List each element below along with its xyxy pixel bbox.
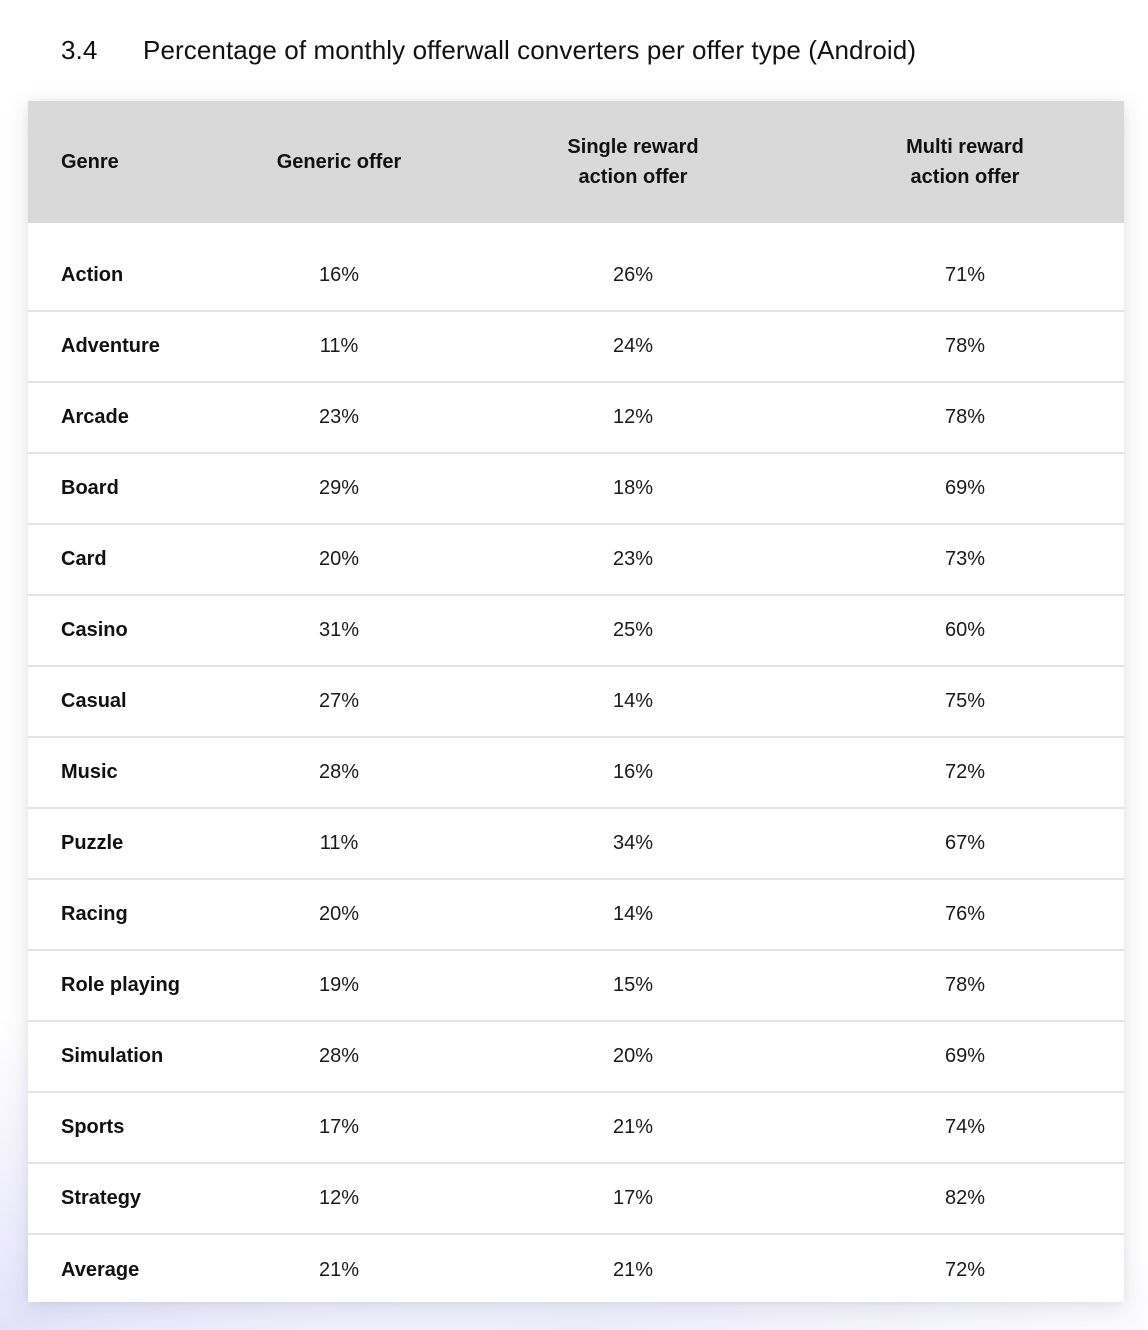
section-title: Percentage of monthly offerwall converters per offer type (Android) [143,34,917,65]
genre-cell: Puzzle [61,832,124,854]
header-genre: Genre [61,151,119,173]
table-row [28,1163,1124,1234]
table-row [28,311,1124,382]
multi-reward-cell: 82% [944,1187,986,1209]
table-row [28,666,1124,737]
genre-cell: Strategy [61,1187,142,1209]
table-row [28,950,1124,1021]
single-reward-cell: 16% [612,761,654,783]
single-reward-cell: 21% [612,1258,654,1281]
multi-reward-cell: 69% [944,477,986,499]
section-heading [61,30,916,70]
genre-cell: Adventure [61,335,160,357]
table-row [28,524,1124,595]
multi-reward-cell: 69% [944,1045,986,1067]
multi-reward-cell: 71% [944,264,986,286]
table-row [28,453,1124,524]
multi-reward-cell: 60% [944,619,986,641]
genre-cell: Average [61,1258,140,1281]
single-reward-cell: 23% [612,548,654,570]
single-reward-cell: 25% [612,619,654,641]
table-row [28,1092,1124,1163]
genre-cell: Music [61,761,118,783]
genre-cell: Action [61,264,124,286]
header-single-line2: action offer [578,166,688,188]
generic-offer-cell: 21% [318,1258,360,1281]
single-reward-cell: 20% [612,1045,654,1067]
generic-offer-cell: 31% [318,619,360,641]
generic-offer-cell: 27% [318,690,360,712]
header-single-line1: Single reward [567,136,699,158]
multi-reward-cell: 76% [944,903,986,925]
table-row [28,595,1124,666]
table-row [28,382,1124,453]
single-reward-cell: 15% [612,974,654,996]
multi-reward-cell: 73% [944,548,986,570]
genre-cell: Board [61,477,119,499]
multi-reward-cell: 67% [944,832,986,854]
single-reward-cell: 24% [612,335,654,357]
single-reward-cell: 12% [612,406,654,428]
genre-cell: Racing [61,903,128,925]
generic-offer-cell: 16% [318,264,360,286]
single-reward-cell: 17% [612,1187,654,1209]
multi-reward-cell: 78% [944,335,986,357]
table-row [28,737,1124,808]
table-row [28,1021,1124,1092]
header-multi-line2: action offer [910,166,1020,188]
header-single-reward [460,101,806,223]
multi-reward-cell: 78% [944,406,986,428]
header-generic-offer: Generic offer [276,151,402,173]
genre-cell: Arcade [61,406,129,428]
genre-cell: Sports [61,1116,125,1138]
single-reward-cell: 21% [612,1116,654,1138]
single-reward-cell: 18% [612,477,654,499]
table-row-average [28,1234,1124,1311]
header-row [28,101,1124,223]
generic-offer-cell: 12% [318,1187,360,1209]
generic-offer-cell: 20% [318,548,360,570]
header-multi-reward [806,101,1124,223]
table-row [28,879,1124,950]
generic-offer-cell: 17% [318,1116,360,1138]
generic-offer-cell: 28% [318,1045,360,1067]
table-row [28,808,1124,879]
header-multi-line1: Multi reward [906,136,1024,158]
multi-reward-cell: 72% [944,761,986,783]
data-table-card [28,101,1124,1302]
genre-cell: Casino [61,619,128,641]
generic-offer-cell: 20% [318,903,360,925]
generic-offer-cell: 11% [319,335,359,357]
section-number: 3.4 [61,34,98,65]
generic-offer-cell: 28% [318,761,360,783]
table-row [28,223,1124,311]
single-reward-cell: 14% [612,690,654,712]
generic-offer-cell: 29% [318,477,360,499]
genre-cell: Casual [61,690,127,712]
multi-reward-cell: 78% [944,974,986,996]
single-reward-cell: 14% [612,903,654,925]
genre-cell: Card [61,548,107,570]
multi-reward-cell: 75% [944,690,986,712]
single-reward-cell: 34% [612,832,654,854]
offer-type-table [28,101,1124,1311]
genre-cell: Simulation [61,1045,164,1067]
generic-offer-cell: 19% [318,974,360,996]
table-body [28,223,1124,1311]
table-header [28,101,1124,223]
multi-reward-cell: 74% [944,1116,986,1138]
single-reward-cell: 26% [612,264,654,286]
multi-reward-cell: 72% [944,1258,986,1281]
genre-cell: Role playing [61,974,180,996]
generic-offer-cell: 11% [319,832,359,854]
generic-offer-cell: 23% [318,406,360,428]
